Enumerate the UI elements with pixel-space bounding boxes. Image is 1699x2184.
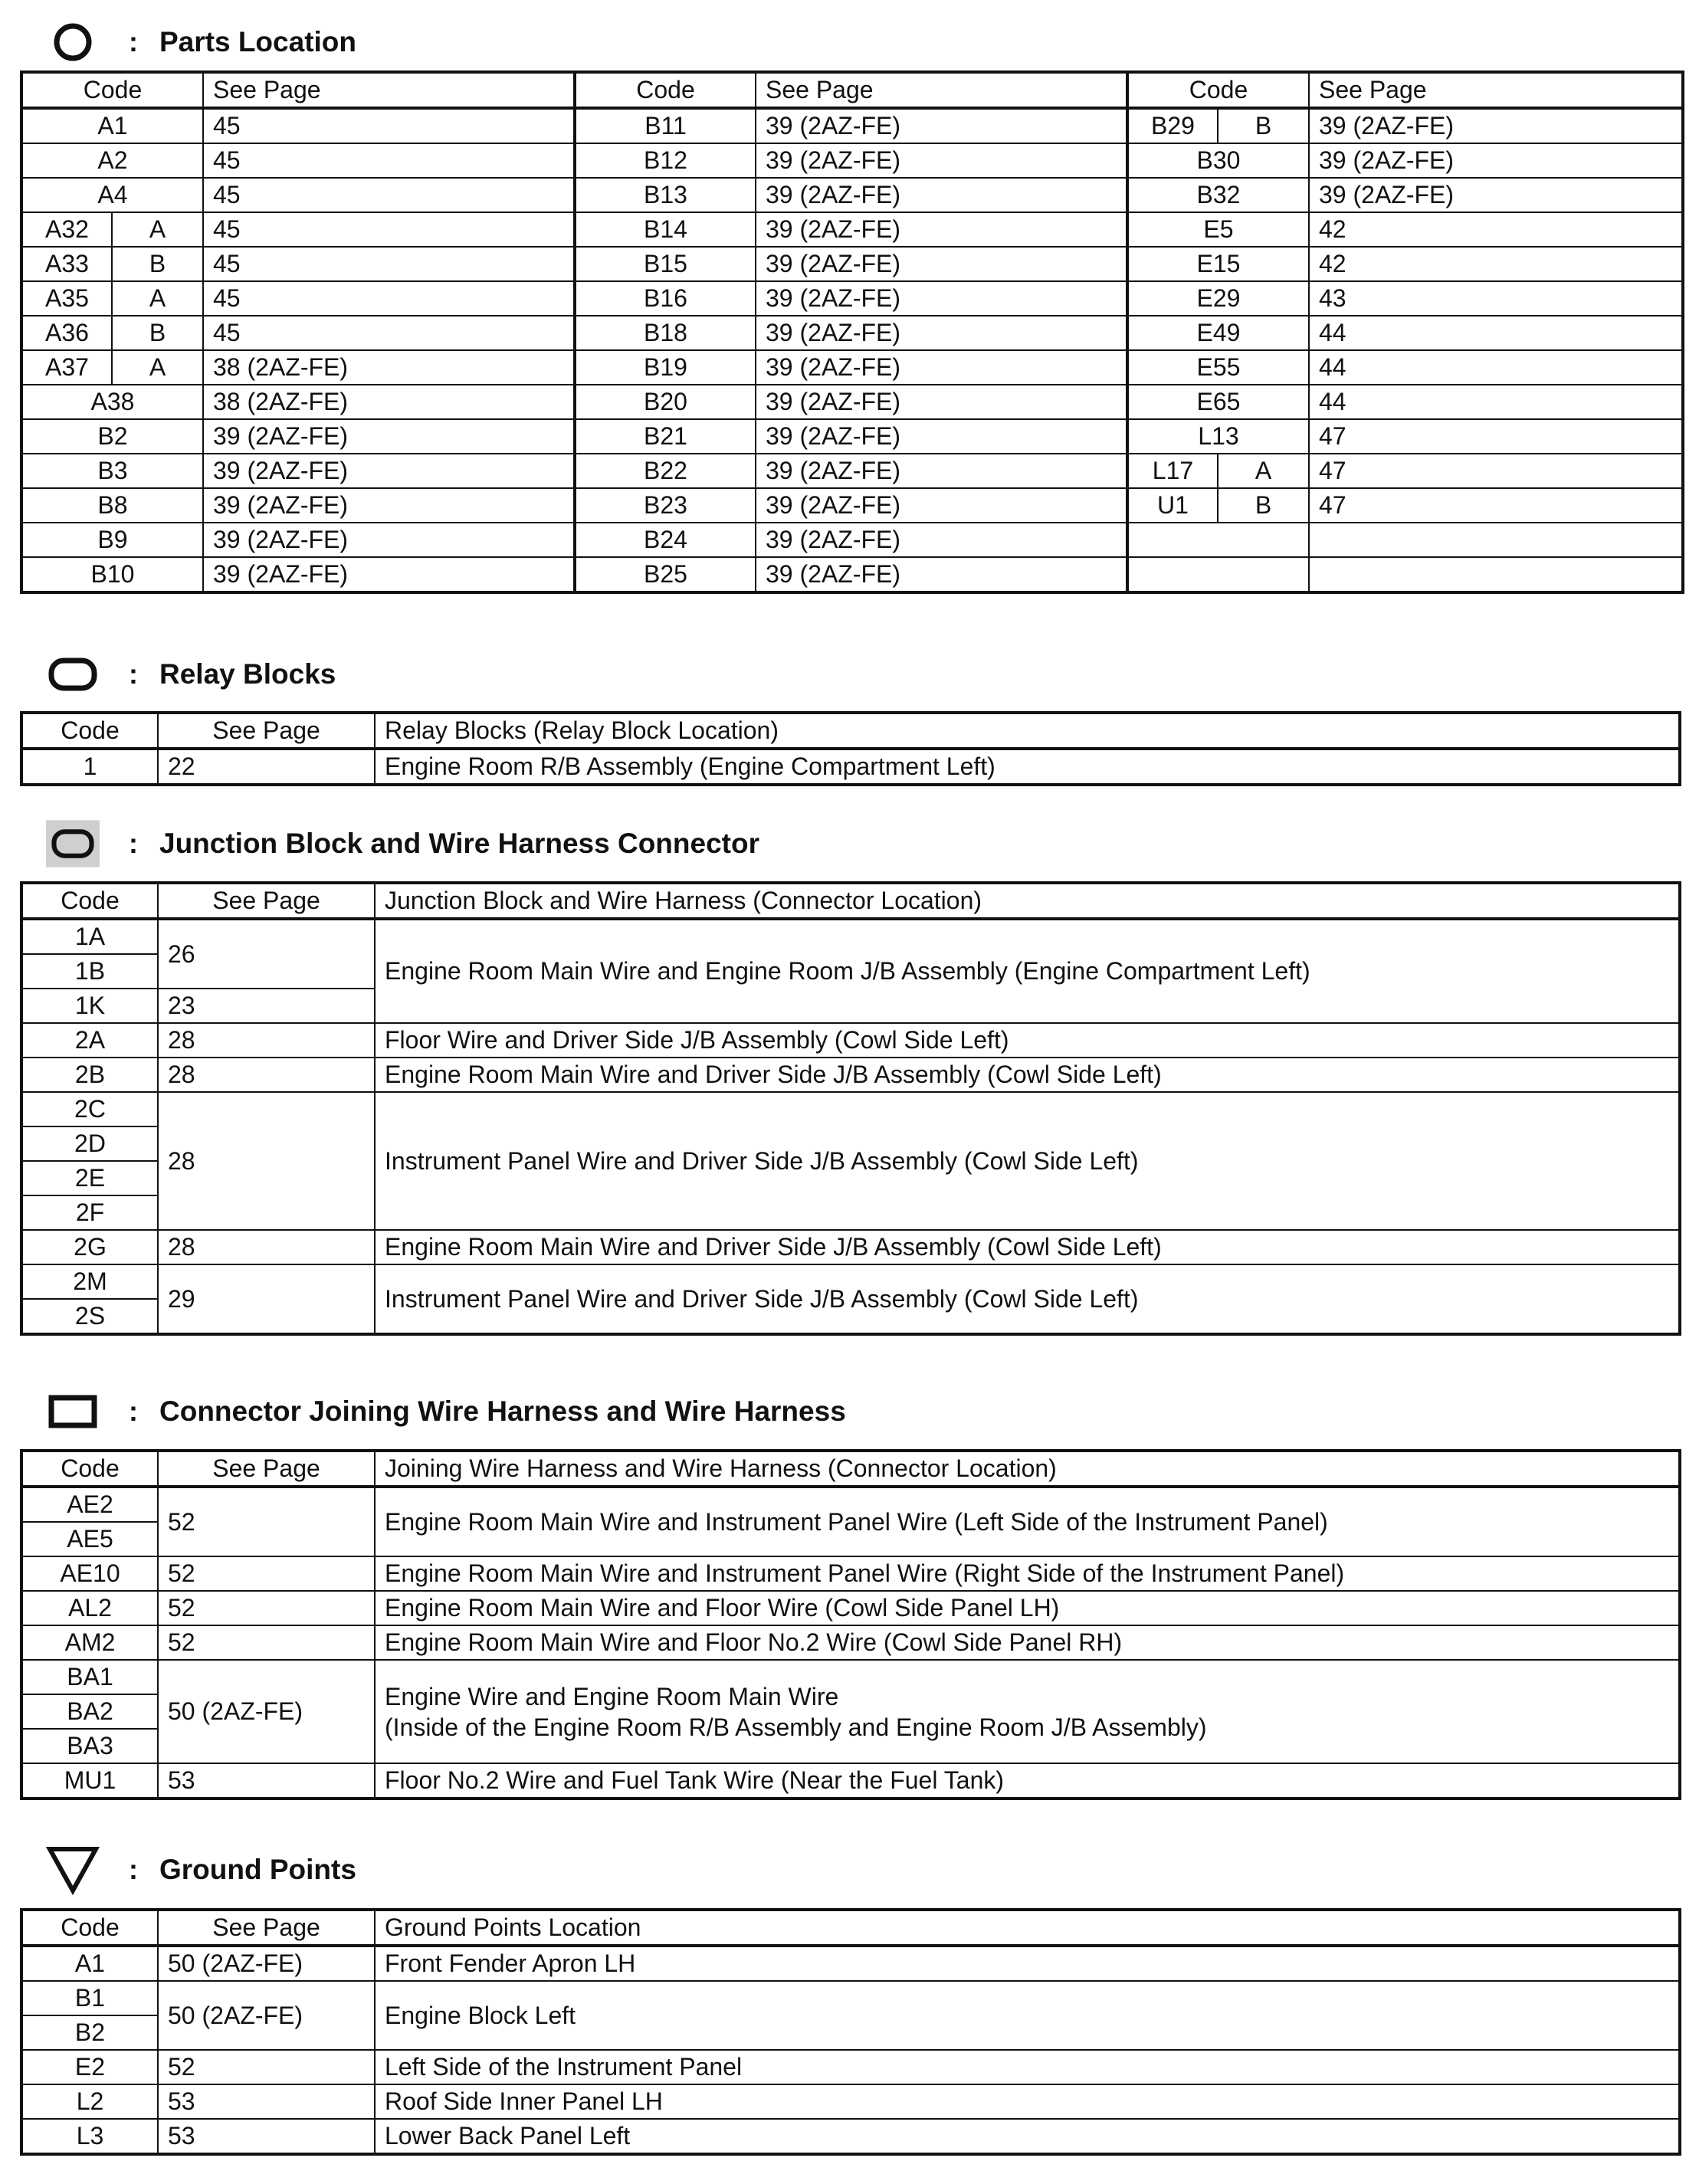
see-page-cell: 45 <box>203 316 575 350</box>
see-page-cell: 50 (2AZ-FE) <box>158 1981 375 2050</box>
code-cell: B14 <box>575 212 756 247</box>
header-row <box>21 1910 1680 1946</box>
see-page-cell: 45 <box>203 212 575 247</box>
see-page-cell: 50 (2AZ-FE) <box>158 1660 375 1763</box>
see-page-cell: 47 <box>1309 419 1683 454</box>
code-cell: A2 <box>21 143 203 178</box>
code-cell: B12 <box>575 143 756 178</box>
code-cell: 2G <box>21 1230 158 1264</box>
table-row <box>21 1058 1680 1092</box>
description-text-line-2: (Inside of the Engine Room R/B Assembly and Engine Room J/B Assembly) <box>385 1713 1207 1741</box>
code-cell: B21 <box>575 419 756 454</box>
see-page-cell: 29 <box>158 1264 375 1334</box>
see-page-cell: 39 (2AZ-FE) <box>756 316 1127 350</box>
description-text: Instrument Panel Wire and Driver Side J/B Assembly (Cowl Side Left) <box>385 1146 1139 1175</box>
see-page-cell: 44 <box>1309 385 1683 419</box>
ground-points-heading <box>46 1843 356 1897</box>
description-cell <box>375 1230 1680 1264</box>
code-cell: 1A <box>21 919 158 954</box>
sub-code-cell: B <box>1218 108 1309 143</box>
description-cell <box>375 2119 1680 2154</box>
code-cell: 2B <box>21 1058 158 1092</box>
see-page-cell: 38 (2AZ-FE) <box>203 350 575 385</box>
see-page-cell: 38 (2AZ-FE) <box>203 385 575 419</box>
code-cell: E29 <box>1127 281 1309 316</box>
header-code: Code <box>21 72 203 108</box>
section-title: Relay Blocks <box>159 658 336 690</box>
table-row <box>21 281 1683 316</box>
table-row <box>21 2050 1680 2084</box>
sub-code-cell: A <box>112 350 203 385</box>
header-code: Code <box>21 883 158 919</box>
see-page-cell: 39 (2AZ-FE) <box>756 385 1127 419</box>
rectangle-icon <box>46 1385 100 1438</box>
see-page-cell: 39 (2AZ-FE) <box>1309 178 1683 212</box>
code-cell: B16 <box>575 281 756 316</box>
code-cell: A1 <box>21 1946 158 1981</box>
code-cell <box>1127 523 1309 557</box>
description-cell <box>375 2050 1680 2084</box>
code-cell: 2M <box>21 1264 158 1299</box>
sub-code-cell: B <box>112 316 203 350</box>
see-page-cell: 39 (2AZ-FE) <box>203 557 575 592</box>
description-text: Engine Room Main Wire and Driver Side J/B Assembly (Cowl Side Left) <box>385 1233 1162 1261</box>
code-cell: AE10 <box>21 1556 158 1591</box>
code-cell: B32 <box>1127 178 1309 212</box>
header-see-page: See Page <box>158 883 375 919</box>
table-row <box>21 316 1683 350</box>
table-row <box>21 557 1683 592</box>
description-cell <box>375 1264 1680 1334</box>
header-see-page: See Page <box>158 1451 375 1487</box>
see-page-cell: 47 <box>1309 488 1683 523</box>
see-page-cell: 22 <box>158 749 375 785</box>
see-page-cell: 39 (2AZ-FE) <box>756 454 1127 488</box>
code-cell: A37 <box>21 350 112 385</box>
code-cell: A1 <box>21 108 203 143</box>
table-row <box>21 919 1680 954</box>
see-page-cell: 39 (2AZ-FE) <box>756 108 1127 143</box>
table-row <box>21 1763 1680 1799</box>
description-cell <box>375 1023 1680 1058</box>
header-code: Code <box>575 72 756 108</box>
parts-location-table <box>20 71 1684 594</box>
description-cell <box>375 749 1680 785</box>
table-row <box>21 749 1680 785</box>
see-page-cell: 45 <box>203 281 575 316</box>
code-cell: U1 <box>1127 488 1218 523</box>
see-page-cell: 52 <box>158 2050 375 2084</box>
header-row <box>21 1451 1680 1487</box>
triangle-icon <box>46 1843 100 1897</box>
description-cell <box>375 1763 1680 1799</box>
code-cell: 2C <box>21 1092 158 1126</box>
see-page-cell: 28 <box>158 1023 375 1058</box>
sub-code-cell: A <box>1218 454 1309 488</box>
see-page-cell: 28 <box>158 1230 375 1264</box>
see-page-cell: 39 (2AZ-FE) <box>756 178 1127 212</box>
code-cell: B24 <box>575 523 756 557</box>
code-cell: BA2 <box>21 1694 158 1729</box>
code-cell: 2E <box>21 1161 158 1195</box>
header-row <box>21 72 1683 108</box>
code-cell: L17 <box>1127 454 1218 488</box>
table-row <box>21 1023 1680 1058</box>
description-text: Engine Room Main Wire and Floor Wire (Cowl Side Panel LH) <box>385 1594 1060 1622</box>
header-see-page: See Page <box>203 72 575 108</box>
code-cell: L13 <box>1127 419 1309 454</box>
table-row <box>21 1092 1680 1126</box>
code-cell: A35 <box>21 281 112 316</box>
table-row <box>21 178 1683 212</box>
heading-colon: : <box>129 828 138 859</box>
section-title: Parts Location <box>159 26 356 57</box>
description-text: Left Side of the Instrument Panel <box>385 2053 743 2081</box>
code-cell: B20 <box>575 385 756 419</box>
sub-code-cell: B <box>1218 488 1309 523</box>
table-row <box>21 212 1683 247</box>
code-cell: 1 <box>21 749 158 785</box>
see-page-cell: 52 <box>158 1487 375 1556</box>
description-text: Engine Room Main Wire and Floor No.2 Wire (Cowl Side Panel RH) <box>385 1628 1123 1656</box>
table-row <box>21 1625 1680 1660</box>
see-page-cell: 45 <box>203 247 575 281</box>
see-page-cell <box>1309 523 1683 557</box>
description-text: Floor Wire and Driver Side J/B Assembly (Cowl Side Left) <box>385 1026 1009 1054</box>
header-code: Code <box>21 713 158 749</box>
see-page-cell <box>1309 557 1683 592</box>
table-row <box>21 523 1683 557</box>
code-cell: BA3 <box>21 1729 158 1763</box>
see-page-cell: 39 (2AZ-FE) <box>1309 143 1683 178</box>
see-page-cell: 39 (2AZ-FE) <box>1309 108 1683 143</box>
header-code: Code <box>21 1451 158 1487</box>
heading-colon: : <box>129 26 138 57</box>
see-page-cell: 28 <box>158 1058 375 1092</box>
see-page-cell: 39 (2AZ-FE) <box>756 350 1127 385</box>
table-row <box>21 1591 1680 1625</box>
description-text: Engine Room Main Wire and Instrument Panel Wire (Left Side of the Instrument Panel) <box>385 1507 1328 1536</box>
header-see-page: See Page <box>756 72 1127 108</box>
code-cell: B8 <box>21 488 203 523</box>
see-page-cell: 45 <box>203 108 575 143</box>
code-cell: L2 <box>21 2084 158 2119</box>
description-cell <box>375 1591 1680 1625</box>
heading-colon: : <box>129 1854 138 1885</box>
see-page-cell: 42 <box>1309 247 1683 281</box>
code-cell: MU1 <box>21 1763 158 1799</box>
code-cell: B23 <box>575 488 756 523</box>
code-cell: AE2 <box>21 1487 158 1522</box>
code-cell: B30 <box>1127 143 1309 178</box>
description-cell <box>375 1946 1680 1981</box>
see-page-cell: 23 <box>158 989 375 1023</box>
code-cell: E2 <box>21 2050 158 2084</box>
see-page-cell: 39 (2AZ-FE) <box>203 454 575 488</box>
see-page-cell: 45 <box>203 143 575 178</box>
table-row <box>21 350 1683 385</box>
description-cell <box>375 1660 1680 1763</box>
code-cell: BA1 <box>21 1660 158 1694</box>
code-cell: B9 <box>21 523 203 557</box>
see-page-cell: 39 (2AZ-FE) <box>756 419 1127 454</box>
table-row <box>21 1230 1680 1264</box>
code-cell: B18 <box>575 316 756 350</box>
header-description: Relay Blocks (Relay Block Location) <box>375 713 1680 749</box>
code-cell: A38 <box>21 385 203 419</box>
code-cell: 1K <box>21 989 158 1023</box>
see-page-cell: 44 <box>1309 350 1683 385</box>
code-cell: E5 <box>1127 212 1309 247</box>
table-row <box>21 385 1683 419</box>
header-description: Junction Block and Wire Harness (Connector Location) <box>375 883 1680 919</box>
description-cell <box>375 1092 1680 1230</box>
code-cell: B2 <box>21 419 203 454</box>
code-cell: 2F <box>21 1195 158 1230</box>
shaded-rounded-rect-icon <box>46 817 100 871</box>
junction-block-table <box>20 881 1681 1336</box>
code-cell: 2D <box>21 1126 158 1161</box>
description-text: Lower Back Panel Left <box>385 2122 631 2150</box>
code-cell <box>1127 557 1309 592</box>
sub-code-cell: A <box>112 281 203 316</box>
table-row <box>21 2084 1680 2119</box>
code-cell: 2A <box>21 1023 158 1058</box>
description-cell <box>375 1487 1680 1556</box>
code-cell: E65 <box>1127 385 1309 419</box>
relay-blocks-heading <box>46 648 336 701</box>
code-cell: B29 <box>1127 108 1218 143</box>
code-cell: E49 <box>1127 316 1309 350</box>
code-cell: B25 <box>575 557 756 592</box>
junction-block-heading <box>46 817 759 871</box>
code-cell: B11 <box>575 108 756 143</box>
see-page-cell: 39 (2AZ-FE) <box>203 523 575 557</box>
see-page-cell: 39 (2AZ-FE) <box>203 419 575 454</box>
heading-colon: : <box>129 1395 138 1427</box>
see-page-cell: 39 (2AZ-FE) <box>756 557 1127 592</box>
see-page-cell: 53 <box>158 1763 375 1799</box>
see-page-cell: 44 <box>1309 316 1683 350</box>
see-page-cell: 52 <box>158 1591 375 1625</box>
connector-joining-heading <box>46 1385 846 1438</box>
table-row <box>21 419 1683 454</box>
description-text: Engine Block Left <box>385 2001 576 2029</box>
description-text: Roof Side Inner Panel LH <box>385 2087 663 2115</box>
header-code: Code <box>21 1910 158 1946</box>
description-text: Engine Room R/B Assembly (Engine Compartment Left) <box>385 753 995 780</box>
code-cell: 1B <box>21 954 158 989</box>
see-page-cell: 26 <box>158 919 375 989</box>
description-cell <box>375 1058 1680 1092</box>
description-cell <box>375 919 1680 1023</box>
table-row <box>21 488 1683 523</box>
code-cell: A4 <box>21 178 203 212</box>
header-row <box>21 883 1680 919</box>
header-description: Joining Wire Harness and Wire Harness (Connector Location) <box>375 1451 1680 1487</box>
see-page-cell: 39 (2AZ-FE) <box>756 488 1127 523</box>
see-page-cell: 39 (2AZ-FE) <box>756 143 1127 178</box>
see-page-cell: 45 <box>203 178 575 212</box>
table-row <box>21 454 1683 488</box>
table-row <box>21 143 1683 178</box>
table-row <box>21 1264 1680 1299</box>
description-text: Front Fender Apron LH <box>385 1950 636 1977</box>
see-page-cell: 39 (2AZ-FE) <box>756 281 1127 316</box>
see-page-cell: 39 (2AZ-FE) <box>756 247 1127 281</box>
header-see-page: See Page <box>1309 72 1683 108</box>
sub-code-cell: B <box>112 247 203 281</box>
see-page-cell: 39 (2AZ-FE) <box>756 523 1127 557</box>
see-page-cell: 52 <box>158 1625 375 1660</box>
see-page-cell: 43 <box>1309 281 1683 316</box>
header-code: Code <box>1127 72 1309 108</box>
code-cell: B3 <box>21 454 203 488</box>
code-cell: A33 <box>21 247 112 281</box>
table-row <box>21 1981 1680 2015</box>
header-see-page: See Page <box>158 713 375 749</box>
see-page-cell: 28 <box>158 1092 375 1230</box>
rounded-rect-icon <box>46 648 100 701</box>
see-page-cell: 53 <box>158 2119 375 2154</box>
see-page-cell: 53 <box>158 2084 375 2119</box>
code-cell: B1 <box>21 1981 158 2015</box>
code-cell: E55 <box>1127 350 1309 385</box>
table-row <box>21 247 1683 281</box>
code-cell: B10 <box>21 557 203 592</box>
see-page-cell: 52 <box>158 1556 375 1591</box>
header-description: Ground Points Location <box>375 1910 1680 1946</box>
see-page-cell: 39 (2AZ-FE) <box>756 212 1127 247</box>
see-page-cell: 39 (2AZ-FE) <box>203 488 575 523</box>
table-row <box>21 1556 1680 1591</box>
code-cell: E15 <box>1127 247 1309 281</box>
description-text: Engine Room Main Wire and Driver Side J/B Assembly (Cowl Side Left) <box>385 1061 1162 1088</box>
code-cell: B19 <box>575 350 756 385</box>
code-cell: A36 <box>21 316 112 350</box>
see-page-cell: 47 <box>1309 454 1683 488</box>
ground-points-table <box>20 1908 1681 2156</box>
table-row <box>21 108 1683 143</box>
parts-location-heading <box>46 15 356 69</box>
section-title: Connector Joining Wire Harness and Wire Harness <box>159 1395 846 1427</box>
section-title: Junction Block and Wire Harness Connector <box>159 828 759 859</box>
code-cell: B13 <box>575 178 756 212</box>
see-page-cell: 42 <box>1309 212 1683 247</box>
code-cell: 2S <box>21 1299 158 1334</box>
code-cell: B22 <box>575 454 756 488</box>
description-cell <box>375 1625 1680 1660</box>
relay-blocks-table <box>20 711 1681 786</box>
code-cell: AM2 <box>21 1625 158 1660</box>
description-text: Engine Room Main Wire and Instrument Panel Wire (Right Side of the Instrument Panel) <box>385 1559 1345 1587</box>
description-cell <box>375 1981 1680 2050</box>
table-row <box>21 1487 1680 1522</box>
code-cell: B2 <box>21 2015 158 2050</box>
connector-joining-table <box>20 1449 1681 1800</box>
description-text: Instrument Panel Wire and Driver Side J/B Assembly (Cowl Side Left) <box>385 1284 1139 1313</box>
description-text: Engine Room Main Wire and Engine Room J/B Assembly (Engine Compartment Left) <box>385 957 1310 985</box>
code-cell: B15 <box>575 247 756 281</box>
code-cell: AE5 <box>21 1522 158 1556</box>
description-text: Engine Wire and Engine Room Main Wire <box>385 1682 839 1710</box>
table-row <box>21 1946 1680 1981</box>
description-text: Floor No.2 Wire and Fuel Tank Wire (Near the Fuel Tank) <box>385 1766 1005 1794</box>
section-title: Ground Points <box>159 1854 356 1885</box>
see-page-cell: 50 (2AZ-FE) <box>158 1946 375 1981</box>
circle-icon <box>46 15 100 69</box>
code-cell: A32 <box>21 212 112 247</box>
table-row <box>21 1660 1680 1694</box>
description-cell <box>375 1556 1680 1591</box>
sub-code-cell: A <box>112 212 203 247</box>
description-cell <box>375 2084 1680 2119</box>
code-cell: L3 <box>21 2119 158 2154</box>
header-see-page: See Page <box>158 1910 375 1946</box>
code-cell: AL2 <box>21 1591 158 1625</box>
table-row <box>21 2119 1680 2154</box>
heading-colon: : <box>129 658 138 690</box>
header-row <box>21 713 1680 749</box>
